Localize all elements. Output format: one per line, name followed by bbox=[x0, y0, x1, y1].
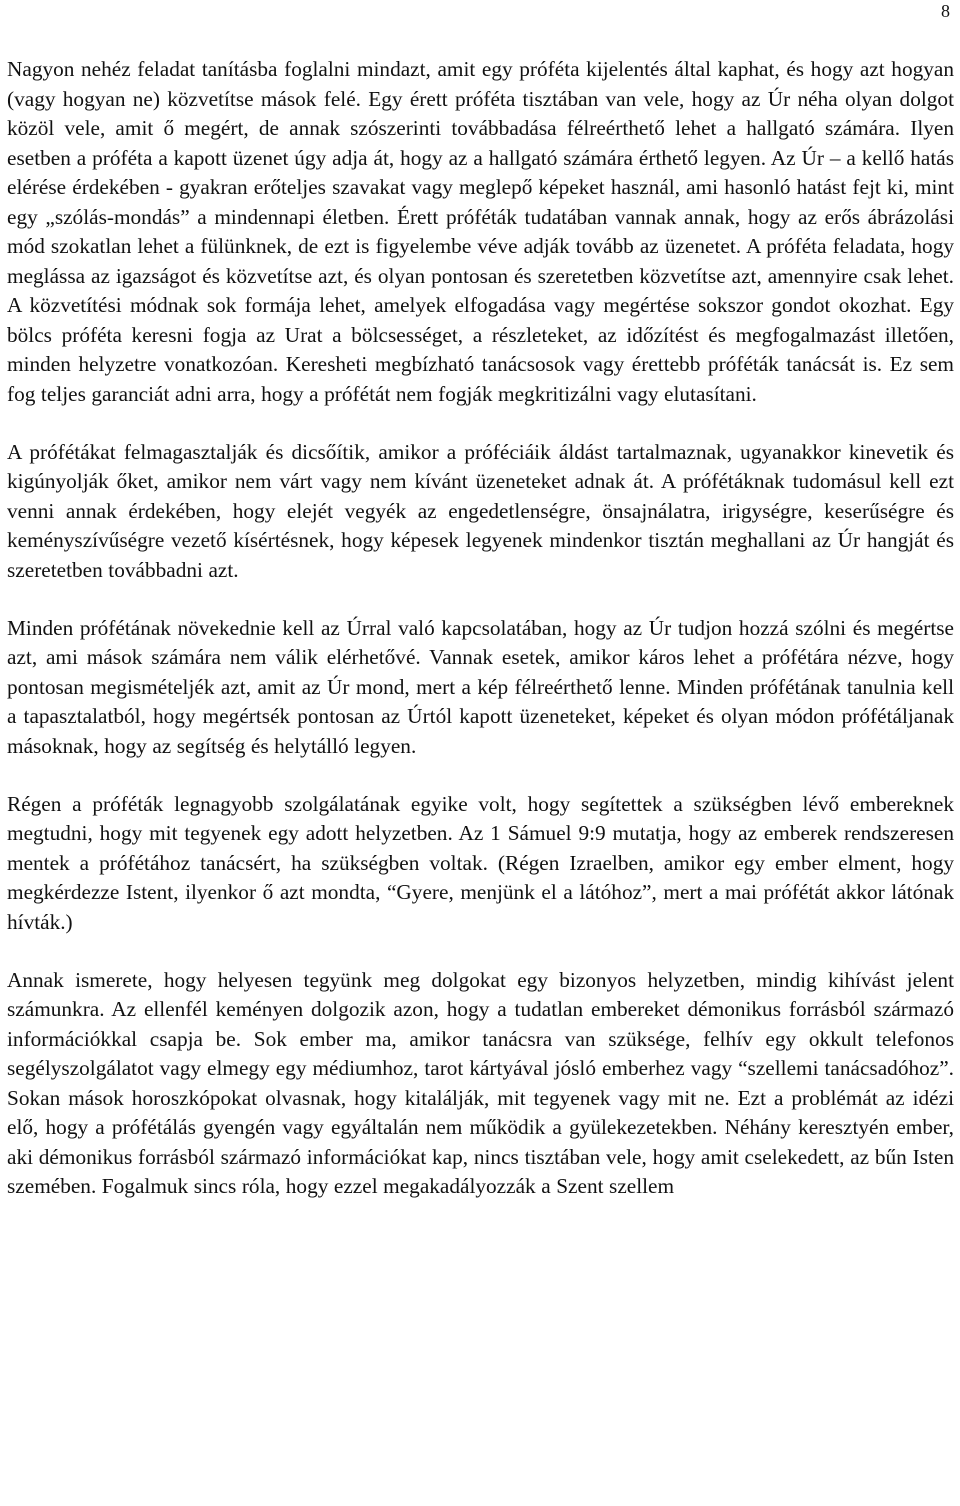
paragraph-growing-relationship: Minden prófétának növekednie kell az Úrral való kapcsolatában, hogy az Úr tudjon hozzá szólni és megértse azt, ami mások számára nem válik elérhetővé. Vannak esetek, amikor káros lehet a prófétára nézve, hogy pontosan megismételjék azt, amit az Úr mond, mert a kép félreérthető lenne. Minden prófétának tanulnia kell a tapasztalatból, hogy megértsék pontosan az Úrtól kapott üzeneteket, képeket és olyan módon prófétáljanak másoknak, hogy az segítség és helytálló legyen. bbox=[7, 615, 954, 758]
paragraph-praise-and-mockery: A prófétákat felmagasztalják és dicsőítik, amikor a próféciáik áldást tartalmaznak, ugyanakkor kinevetik és kigúnyolják őket, amikor nem várt vagy nem kívánt üzeneteket adnak át. A prófétáknak tudomásul kell ezt venni annak érdekében, hogy elejét vegyék az engedetlenségre, önsajnálatra, irigységre, keserűségre és keményszívűségre vezető kísértésnek, hogy képesek legyenek mindenkor tisztán meghallani az Úr hangját és szeretetben továbbadni azt. bbox=[7, 439, 954, 582]
document-body bbox=[7, 55, 954, 1202]
paragraph-prophetic-communication: Nagyon nehéz feladat tanításba foglalni mindazt, amit egy próféta kijelentés által kaphat, és hogy azt hogyan (vagy hogyan ne) közvetítse mások felé. Egy érett próféta tisztában van vele, hogy az Úr néha olyan dolgot közöl vele, amit ő megért, de annak szószerinti továbbadása félreérthető lehet a hallgató számára. Ilyen esetben a próféta a kapott üzenet úgy adja át, hogy az a hallgató számára érthető legyen. Az Úr – a kellő hatás elérése érdekében - gyakran erőteljes szavakat vagy meglepő képeket használ, ami hasonló hatást fejt ki, mint egy „szólás-mondás” a mindennapi életben. Érett próféták tudatában vannak annak, hogy az erős ábrázolási mód szokatlan lehet a fülünknek, de ezt is figyelembe véve adják tovább az üzenetet. A próféta feladata, hogy meglássa az igazságot és közvetítse azt, és olyan pontosan és szeretetben közvetítse azt, amennyire csak lehet. A közvetítési módnak sok formája lehet, amelyek elfogadása vagy megértése sokszor gondot okozhat. Egy bölcs próféta keresni fogja az Urat a bölcsességet, a részleteket, az időzítést és megfogalmazást illetően, minden helyzetre vonatkozóan. Keresheti megbízható tanácsosok vagy érettebb próféták tanácsát is. Ez sem fog teljes garanciát adni arra, hogy a prófétát nem fogják megkritizálni vagy elutasítani. bbox=[7, 57, 954, 406]
paragraph-prophets-in-the-past: Régen a próféták legnagyobb szolgálatának egyike volt, hogy segítettek a szükségben lévő embereknek megtudni, hogy mit tegyenek egy adott helyzetben. Az 1 Sámuel 9:9 mutatja, hogy az emberek rendszeresen mentek a prófétához tanácsért, ha szükségben voltak. (Régen Izraelben, amikor egy ember elment, hogy megkérdezze Istent, ilyenkor ő azt mondta, “Gyere, menjünk el a látóhoz”, mert a mai prófétát akkor látónak hívták.) bbox=[7, 791, 954, 934]
paragraph-seeking-guidance: Annak ismerete, hogy helyesen tegyünk meg dolgokat egy bizonyos helyzetben, mindig kihívást jelent számunkra. Az ellenfél keményen dolgozik azon, hogy a tudatlan embereket démonikus forrásból származó információkkal csapja be. Sok ember ma, amikor tanácsra van szüksége, felhív egy okkult telefonos segélyszolgálatot vagy elmegy egy médiumhoz, tarot kártyával jósló emberhez vagy “szellemi tanácsadóhoz”. Sokan mások horoszkópokat olvasnak, hogy kitalálják, mit tegyenek vagy mit ne. Ezt a problémát az idézi elő, hogy a prófétálás gyengén vagy egyáltalán nem működik a gyülekezetekben. Néhány keresztyén ember, aki démonikus forrásból származó információkat kap, nincs tisztában vele, hogy amit cselekedett, az bűn Isten szemében. Fogalmuk sincs róla, hogy ezzel megakadályozzák a Szent szellem bbox=[7, 967, 954, 1198]
page-number: 8 bbox=[941, 1, 950, 21]
